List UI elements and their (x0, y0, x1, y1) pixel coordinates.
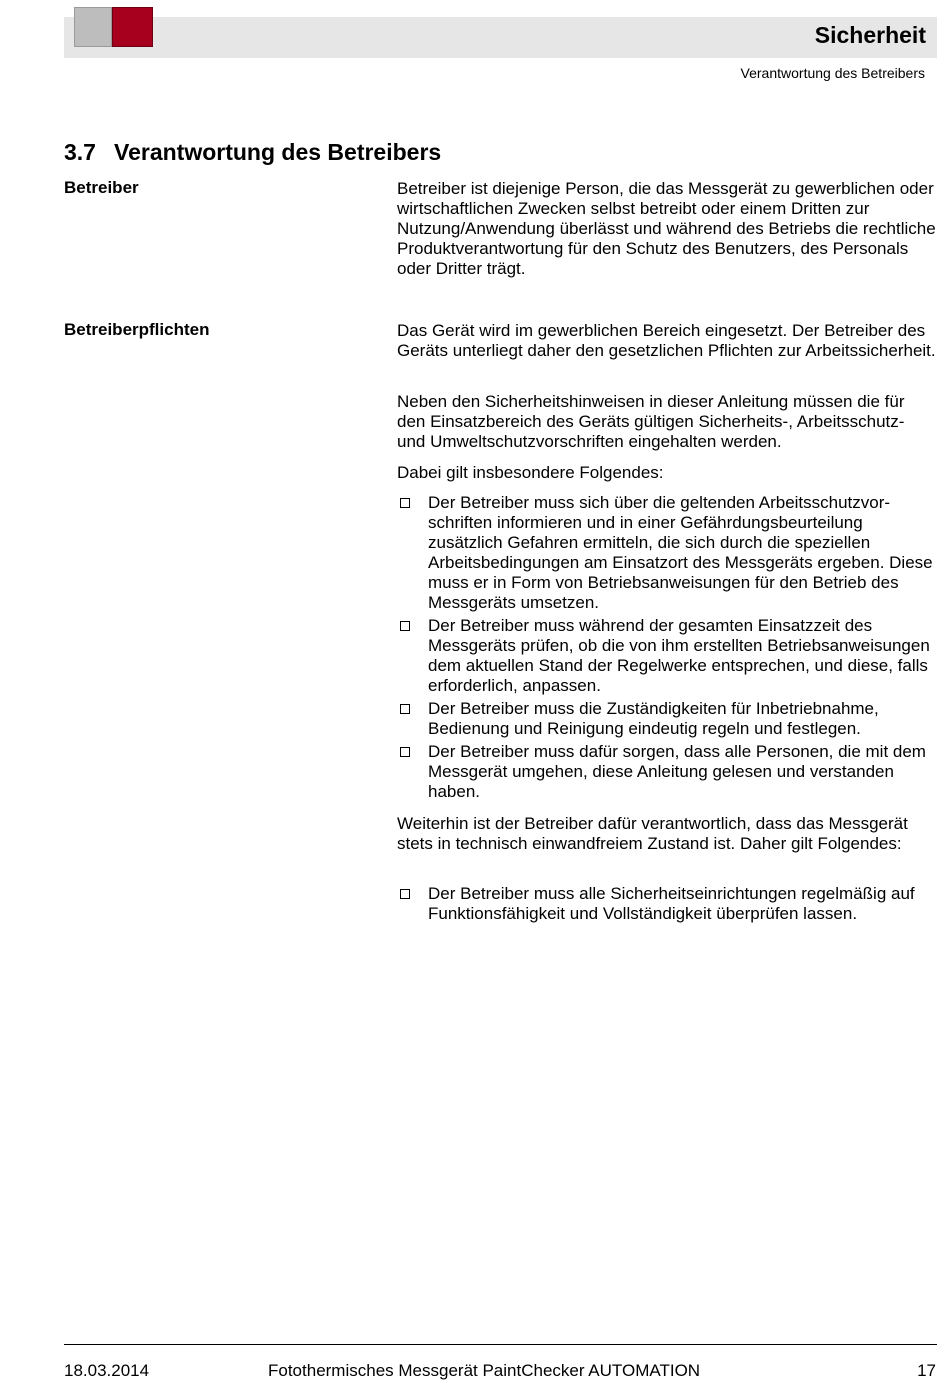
square-bullet-icon (400, 621, 410, 631)
square-bullet-icon (400, 889, 410, 899)
footer-page-number: 17 (917, 1361, 936, 1380)
logo-grey-block (74, 7, 112, 47)
logo-red-block (112, 7, 153, 47)
header-title: Sicherheit (814, 22, 926, 48)
square-bullet-icon (400, 704, 410, 714)
list-item-text: Der Betreiber muss alle Sicherheitseinrichtungen regelmäßig auf Funktionsfähigkeit und Vollständigkeit überprüfen lassen. (428, 884, 915, 923)
section-title: Verantwortung des Betreibers (114, 139, 442, 165)
list-item-text: Der Betreiber muss sich über die geltenden Arbeitsschutzvorschriften informieren und in einer Gefährdungsbeurteilung zusätzlich Gefahren ermitteln, die sich durch die speziellen Arbeitsbedingungen am Einsatzort des Messgeräts ergeben. Diese muss er in Form von Betriebsanweisungen für den Betrieb des Messgeräts umsetzen. (428, 493, 933, 612)
list-item (397, 742, 937, 802)
header-bar (64, 17, 937, 58)
pflichten-paragraph-1: Das Gerät wird im gewerblichen Bereich eingesetzt. Der Betreiber des Geräts unterliegt daher den gesetzlichen Pflichten zur Arbeitssicherheit. (397, 321, 936, 360)
betreiberpflichten-label: Betreiberpflichten (64, 320, 210, 339)
list-item (397, 616, 937, 696)
pflichten-paragraph-3: Dabei gilt insbesondere Folgendes: (397, 463, 664, 482)
list-item-text: Der Betreiber muss die Zuständigkeiten für Inbetriebnahme, Bedienung und Reinigung eindeutig regeln und festlegen. (428, 699, 879, 738)
betreiber-definition: Betreiber ist diejenige Person, die das Messgerät zu gewerblichen oder wirtschaftlichen Zwecken selbst betreibt oder einem Dritten zur Nutzung/Anwendung überlässt und während des Betriebs die rechtliche Produktverantwortung für den Schutz des Benutzers, des Personals oder Dritter trägt. (397, 179, 936, 278)
footer-divider (64, 1344, 937, 1345)
square-bullet-icon (400, 498, 410, 508)
pflichten-bullet-list-2 (397, 884, 937, 927)
square-bullet-icon (400, 747, 410, 757)
section-heading (64, 139, 441, 166)
pflichten-paragraph-2: Neben den Sicherheitshinweisen in dieser Anleitung müssen die für den Einsatzbereich des Geräts gültigen Sicherheits-, Arbeitsschutz- und Umweltschutzvorschriften eingehalten werden. (397, 392, 905, 451)
pflichten-bullet-list-1 (397, 493, 937, 805)
footer-product-name: Fotothermisches Messgerät PaintChecker AUTOMATION (268, 1361, 701, 1380)
footer-date: 18.03.2014 (64, 1361, 150, 1380)
section-number: 3.7 (64, 139, 96, 165)
header-subtitle: Verantwortung des Betreibers (740, 65, 925, 81)
list-item (397, 884, 937, 924)
list-item-text: Der Betreiber muss während der gesamten Einsatzzeit des Messgeräts prüfen, ob die von ihm erstellten Betriebsanweisungen dem aktuellen Stand der Regelwerke entsprechen, und diese, falls erforderlich, anpassen. (428, 616, 930, 695)
pflichten-paragraph-4: Weiterhin ist der Betreiber dafür verantwortlich, dass das Messgerät stets in technisch einwandfreiem Zustand ist. Daher gilt Folgendes: (397, 814, 908, 853)
list-item (397, 493, 937, 613)
list-item-text: Der Betreiber muss dafür sorgen, dass alle Personen, die mit dem Messgerät umgehen, diese Anleitung gelesen und verstanden haben. (428, 742, 926, 801)
betreiber-label: Betreiber (64, 178, 139, 197)
list-item (397, 699, 937, 739)
